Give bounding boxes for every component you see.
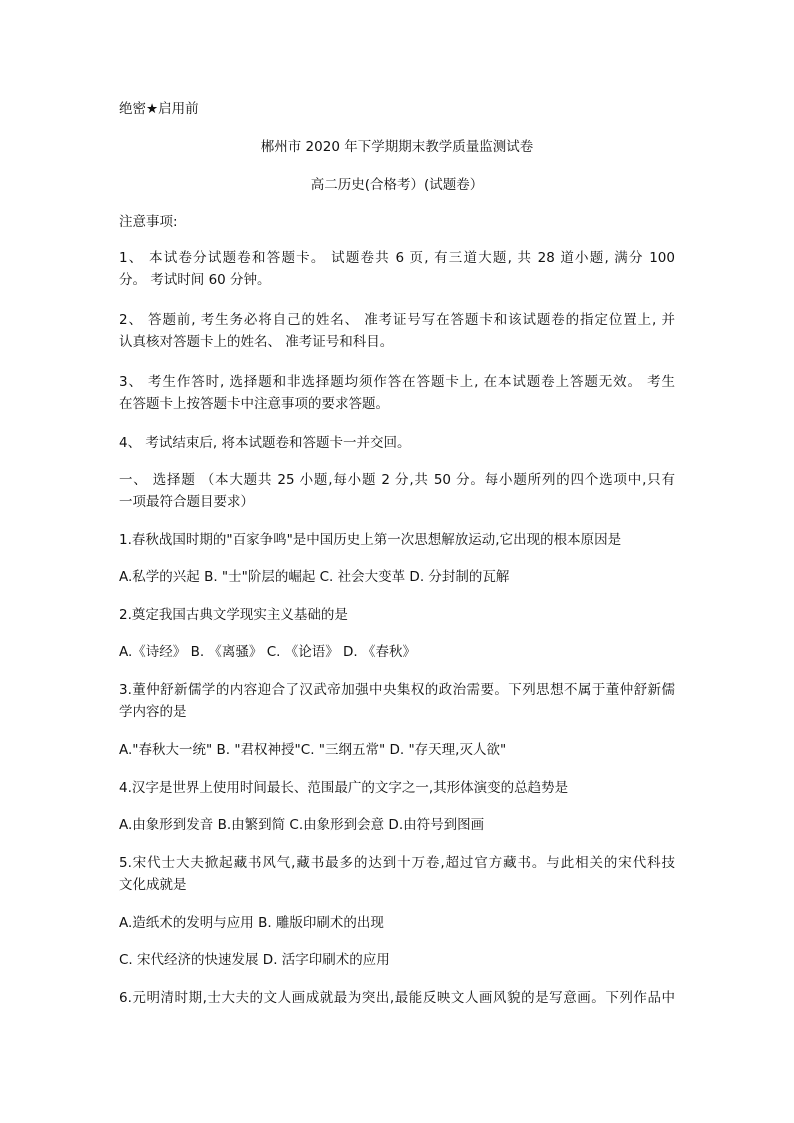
question-3-line-2: 学内容的是 (119, 704, 187, 720)
notice-item-2-line-1: 2、 答题前, 考生务必将自己的姓名、 准考证号写在答题卡和该试题卷的指定位置上, 并 (119, 312, 675, 328)
notice-item-2-line-2: 认真核对答题卡上的姓名、 准考证号和科目。 (119, 334, 394, 350)
secrecy-mark: 绝密★启用前 (119, 101, 199, 117)
question-3-line-1: 3.董仲舒新儒学的内容迎合了汉武帝加强中央集权的政治需要。下列思想不属于董仲舒新儒 (119, 682, 675, 698)
question-2-options: A.《诗经》 B. 《离骚》 C. 《论语》 D. 《春秋》 (119, 644, 416, 660)
question-2: 2.奠定我国古典文学现实主义基础的是 (119, 607, 348, 623)
notice-item-4: 4、 考试结束后, 将本试题卷和答题卡一并交回。 (119, 435, 411, 451)
question-6-line-1: 6.元明清时期,士大夫的文人画成就最为突出,最能反映文人画风貌的是写意画。下列作品中 (119, 990, 675, 1006)
question-5-line-2: 文化成就是 (119, 877, 187, 893)
notice-item-3-line-1: 3、 考生作答时, 选择题和非选择题均须作答在答题卡上, 在本试题卷上答题无效。 考生 (119, 374, 675, 390)
question-3-options: A."春秋大一统" B. "君权神授"C. "三纲五常" D. "存天理,灭人欲" (119, 742, 507, 758)
notice-item-3-line-2: 在答题卡上按答题卡中注意事项的要求答题。 (119, 396, 389, 412)
question-5-options-ab: A.造纸术的发明与应用 B. 雕版印刷术的出现 (119, 915, 384, 931)
question-1: 1.春秋战国时期的"百家争鸣"是中国历史上第一次思想解放运动,它出现的根本原因是 (119, 532, 622, 548)
question-1-options: A.私学的兴起 B. "士"阶层的崛起 C. 社会大变革 D. 分封制的瓦解 (119, 569, 510, 585)
section-1-heading-line-2: 一项最符合题目要求） (119, 494, 254, 510)
exam-title: 郴州市 2020 年下学期期末教学质量监测试卷 (260, 139, 534, 155)
notice-item-1-line-1: 1、 本试卷分试题卷和答题卡。 试题卷共 6 页, 有三道大题, 共 28 道小题, 满分 100 (119, 250, 675, 266)
question-5-options-cd: C. 宋代经济的快速发展 D. 活字印刷术的应用 (119, 952, 390, 968)
notice-heading: 注意事项: (119, 214, 178, 230)
question-4-options: A.由象形到发音 B.由繁到简 C.由象形到会意 D.由符号到图画 (119, 817, 485, 833)
notice-item-1-line-2: 分。 考试时间 60 分钟。 (119, 272, 271, 288)
exam-subtitle: 高二历史(合格考）(试题卷） (310, 177, 484, 193)
question-5-line-1: 5.宋代士大夫掀起藏书风气,藏书最多的达到十万卷,超过官方藏书。与此相关的宋代科技 (119, 855, 675, 871)
question-4: 4.汉字是世界上使用时间最长、范围最广的文字之一,其形体演变的总趋势是 (119, 780, 569, 796)
section-1-heading-line-1: 一、 选择题 （本大题共 25 小题,每小题 2 分,共 50 分。每小题所列的四个选项中,只有 (119, 472, 675, 488)
